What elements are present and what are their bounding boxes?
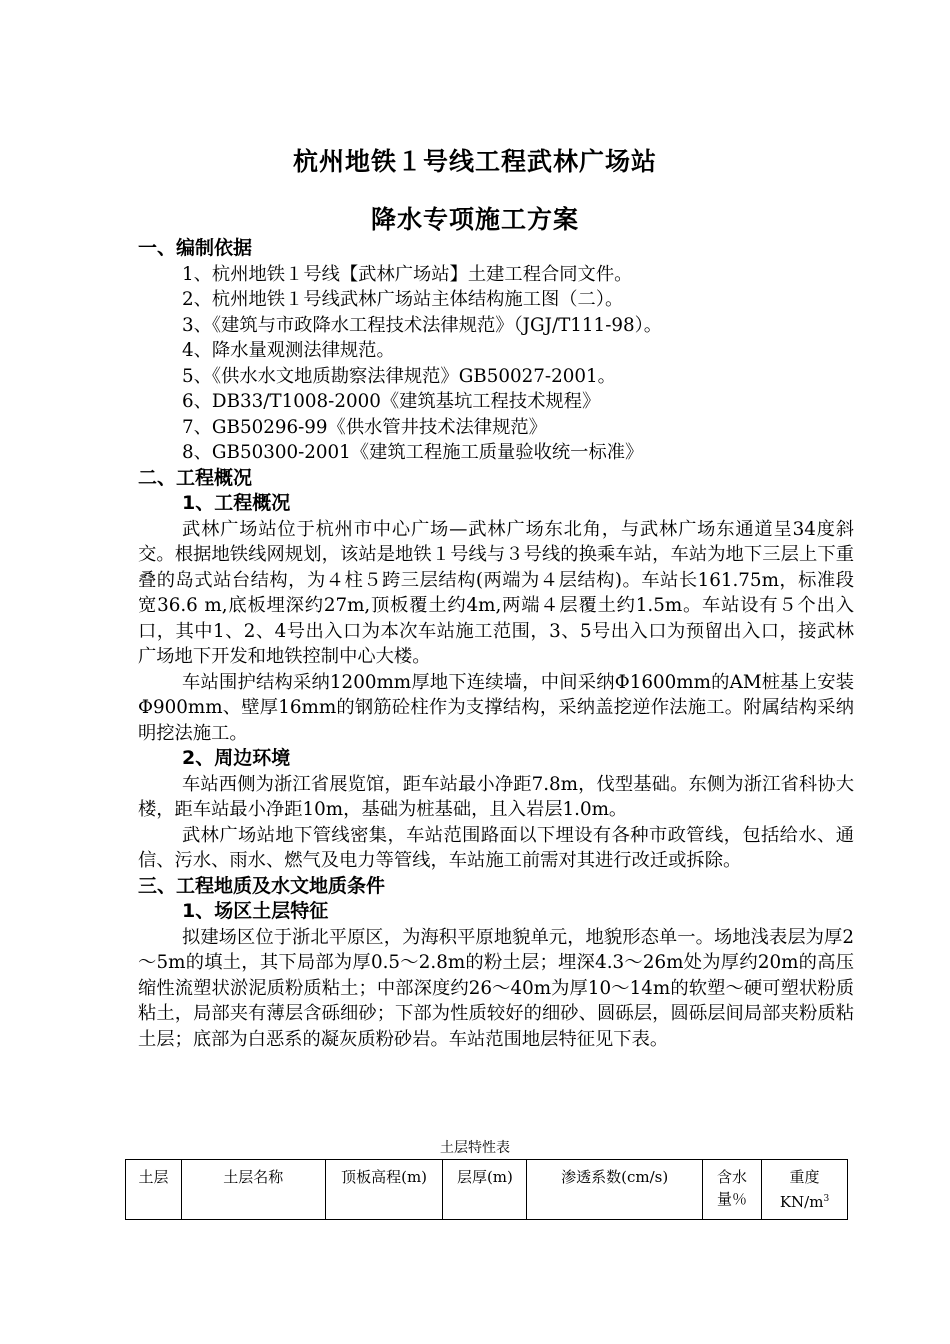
document-body bbox=[138, 236, 854, 1052]
table-header-cell: 层厚(m) bbox=[443, 1160, 527, 1220]
document-subtitle: 降水专项施工方案 bbox=[370, 205, 579, 234]
section-heading-overview: 二、工程概况 bbox=[138, 466, 253, 489]
subsection-heading-environment: 2、周边环境 bbox=[182, 747, 291, 769]
table-header-row bbox=[126, 1160, 848, 1220]
weight-header-line-1: 重度 bbox=[789, 1168, 820, 1186]
basis-item-5: 5、《供水水文地质勘察法律规范》GB50027-2001。 bbox=[182, 365, 616, 387]
table-header-cell: 土层名称 bbox=[181, 1160, 325, 1220]
overview-paragraph-1: 武林广场站位于杭州市中心广场—武林广场东北角，与武林广场东通道呈34度斜交。根据地铁线网规划，该站是地铁１号线与３号线的换乘车站，车站为地下三层上下重叠的岛式站台结构，为４柱５跨三层结构(两端为４层结构)。车站长161.75m，标准段宽36.6 m,底板埋深约27m,顶板覆土约4m,两端４层覆土约1.5m。车站设有５个出入口，其中1、2、4号出入口为本次车站施工范围，3、5号出入口为预留出入口，接武林广场地下开发和地铁控制中心大楼。 bbox=[138, 518, 854, 667]
environment-paragraph-1: 车站西侧为浙江省展览馆，距车站最小净距7.8m，伐型基础。东侧为浙江省科协大楼，距车站最小净距10m，基础为桩基础，且入岩层1.0m。 bbox=[138, 773, 854, 820]
basis-item-2: 2、杭州地铁１号线武林广场站主体结构施工图（二）。 bbox=[182, 289, 624, 310]
table-header-cell-weight bbox=[762, 1160, 848, 1220]
environment-paragraph-2: 武林广场站地下管线密集，车站范围路面以下埋设有各种市政管线，包括给水、通信、污水、雨水、燃气及电力等管线，车站施工前需对其进行改迁或拆除。 bbox=[138, 824, 854, 871]
weight-unit-superscript: 3 bbox=[823, 1194, 830, 1204]
weight-header-line-2: KN/m bbox=[779, 1193, 824, 1211]
basis-item-6: 6、DB33/T1008-2000《建筑基坑工程技术规程》 bbox=[182, 391, 601, 412]
basis-item-8: 8、GB50300-2001《建筑工程施工质量验收统一标准》 bbox=[182, 442, 644, 463]
table-header-cell: 渗透系数(cm/s) bbox=[527, 1160, 703, 1220]
basis-item-7: 7、GB50296-99《供水管井技术法律规范》 bbox=[182, 416, 547, 438]
soil-paragraph-1: 拟建场区位于浙北平原区，为海积平原地貌单元，地貌形态单一。场地浅表层为厚2～5m的填土，其下局部为厚0.5～2.8m的粉土层；埋深4.3～26m处为厚约20m的高压缩性流塑状淤泥质粉质粘土；中部深度约26～40m为厚10～14m的软塑～硬可塑状粉质粘土，局部夹有薄层含砾细砂；下部为性质较好的细砂、圆砾层，圆砾层间局部夹粉质粘土层；底部为白恶系的凝灰质粉砂岩。车站范围地层特征见下表。 bbox=[138, 926, 854, 1050]
water-header-line-1: 含水 bbox=[717, 1168, 748, 1186]
section-heading-basis: 一、编制依据 bbox=[138, 237, 253, 259]
basis-item-1: 1、杭州地铁１号线【武林广场站】土建工程合同文件。 bbox=[182, 263, 633, 285]
table-header-cell: 顶板高程(m) bbox=[325, 1160, 443, 1220]
section-heading-geology: 三、工程地质及水文地质条件 bbox=[138, 874, 386, 897]
subsection-heading-overview: 1、工程概况 bbox=[182, 492, 291, 514]
overview-paragraph-2: 车站围护结构采纳1200mm厚地下连续墙，中间采纳Φ1600mm的AM桩基上安装Φ900mm、壁厚16mm的钢筋砼柱作为支撑结构，采纳盖挖逆作法施工。附属结构采纳明挖法施工。 bbox=[138, 671, 854, 744]
subsection-heading-soil: 1、场区土层特征 bbox=[182, 900, 329, 922]
basis-item-3: 3、《建筑与市政降水工程技术法律规范》（JGJ/T111-98）。 bbox=[182, 314, 663, 336]
table-caption: 土层特性表 bbox=[440, 1140, 510, 1156]
water-header-line-2: 量％ bbox=[717, 1190, 748, 1208]
table-header-cell: 土层 bbox=[126, 1160, 182, 1220]
soil-properties-table bbox=[125, 1159, 848, 1220]
table-header-cell-water bbox=[703, 1160, 762, 1220]
basis-item-4: 4、降水量观测法律规范。 bbox=[182, 340, 395, 361]
document-title: 杭州地铁１号线工程武林广场站 bbox=[292, 147, 657, 176]
